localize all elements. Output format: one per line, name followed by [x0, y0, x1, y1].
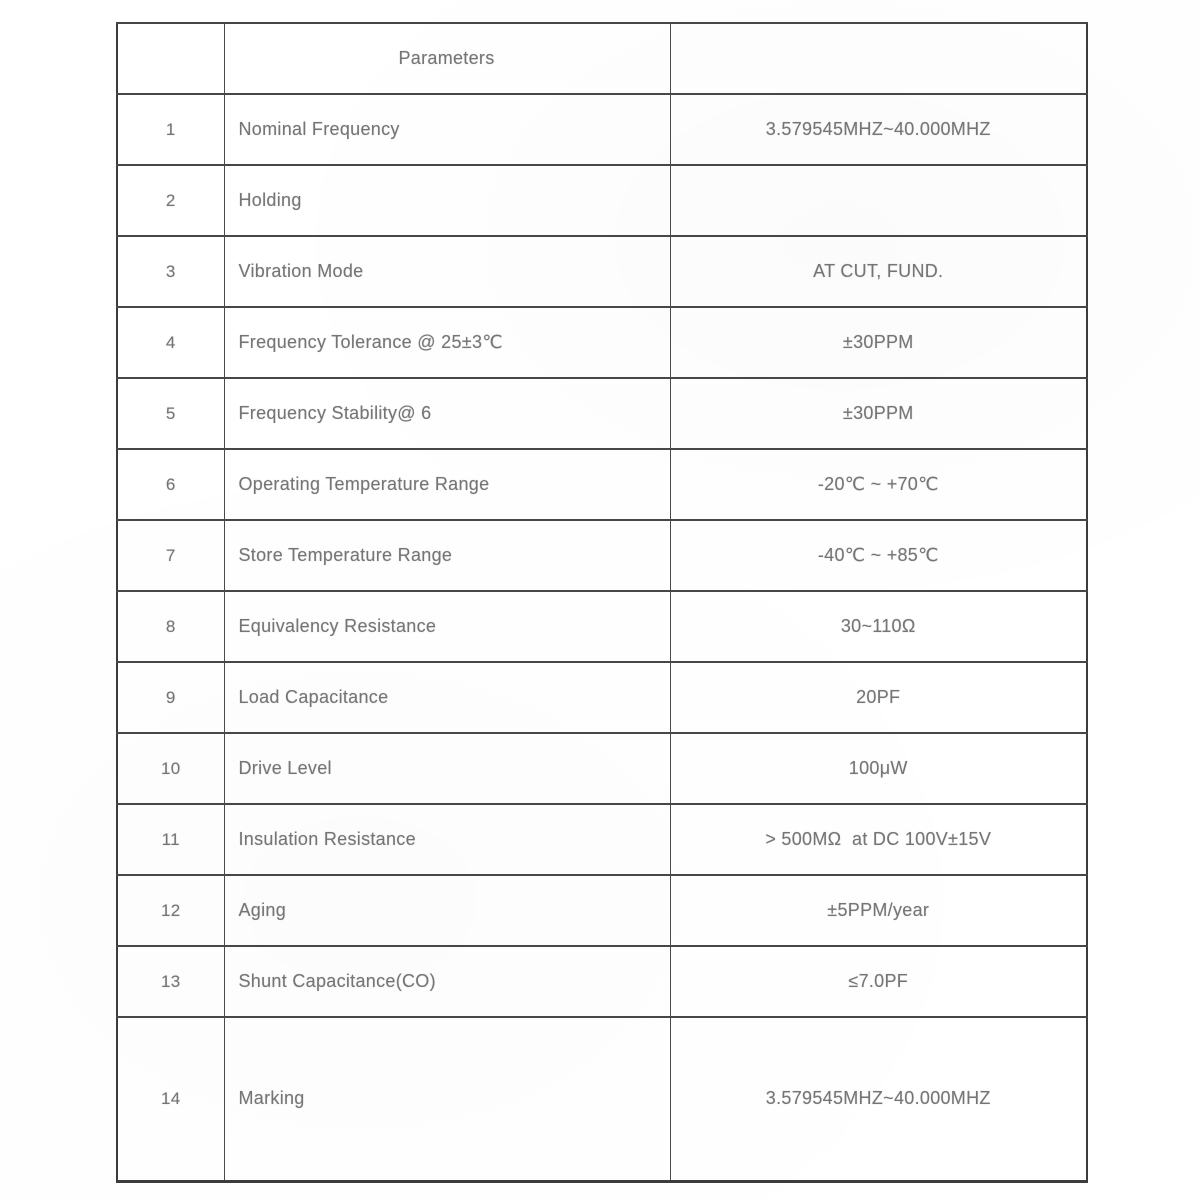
row-number-cell: 12: [117, 875, 224, 946]
parameter-value-cell: ≤7.0PF: [670, 946, 1087, 1017]
parameter-name-cell: Frequency Tolerance @ 25±3℃: [224, 307, 670, 378]
parameter-value-cell: -40℃ ~ +85℃: [670, 520, 1087, 591]
table-row: [117, 804, 1087, 875]
parameter-name-cell: Vibration Mode: [224, 236, 670, 307]
parameter-value-cell: > 500MΩ at DC 100V±15V: [670, 804, 1087, 875]
row-number-cell: 8: [117, 591, 224, 662]
row-number-cell: 6: [117, 449, 224, 520]
parameter-name-cell: Drive Level: [224, 733, 670, 804]
row-number-cell: 4: [117, 307, 224, 378]
row-number-cell: 5: [117, 378, 224, 449]
parameter-value-cell: 30~110Ω: [670, 591, 1087, 662]
parameter-value-cell: 20PF: [670, 662, 1087, 733]
parameter-value-cell: [670, 165, 1087, 236]
table-row: [117, 1017, 1087, 1181]
table-row: [117, 520, 1087, 591]
row-number-cell: 10: [117, 733, 224, 804]
parameter-value-cell: ±30PPM: [670, 307, 1087, 378]
row-number-cell: 13: [117, 946, 224, 1017]
table-row: [117, 946, 1087, 1017]
table-row: [117, 591, 1087, 662]
parameter-name-cell: Operating Temperature Range: [224, 449, 670, 520]
table-row: [117, 94, 1087, 165]
parameter-name-cell: Load Capacitance: [224, 662, 670, 733]
header-row: [117, 23, 1087, 94]
parameter-name-cell: Shunt Capacitance(CO): [224, 946, 670, 1017]
table-row: [117, 378, 1087, 449]
parameter-name-cell: Aging: [224, 875, 670, 946]
row-number-cell: 3: [117, 236, 224, 307]
parameter-name-cell: Insulation Resistance: [224, 804, 670, 875]
parameters-table: [116, 22, 1088, 1183]
table-row: [117, 307, 1087, 378]
parameter-name-cell: Marking: [224, 1017, 670, 1181]
header-cell-no: [117, 23, 224, 94]
row-number-cell: 9: [117, 662, 224, 733]
row-number-cell: 11: [117, 804, 224, 875]
table-row: [117, 733, 1087, 804]
parameter-name-cell: Equivalency Resistance: [224, 591, 670, 662]
row-number-cell: 7: [117, 520, 224, 591]
header-cell-parameters: Parameters: [224, 23, 670, 94]
row-number-cell: 2: [117, 165, 224, 236]
row-number-cell: 1: [117, 94, 224, 165]
table-row: [117, 236, 1087, 307]
parameter-name-cell: Store Temperature Range: [224, 520, 670, 591]
parameter-name-cell: Nominal Frequency: [224, 94, 670, 165]
parameter-value-cell: AT CUT, FUND.: [670, 236, 1087, 307]
table-row: [117, 165, 1087, 236]
parameter-name-cell: Frequency Stability@ 6: [224, 378, 670, 449]
parameter-value-cell: ±5PPM/year: [670, 875, 1087, 946]
table-body: [117, 94, 1087, 1181]
parameter-value-cell: 3.579545MHZ~40.000MHZ: [670, 94, 1087, 165]
row-number-cell: 14: [117, 1017, 224, 1181]
table-row: [117, 875, 1087, 946]
parameter-name-cell: Holding: [224, 165, 670, 236]
parameter-value-cell: 3.579545MHZ~40.000MHZ: [670, 1017, 1087, 1181]
parameter-value-cell: 100μW: [670, 733, 1087, 804]
table-row: [117, 449, 1087, 520]
header-cell-value: [670, 23, 1087, 94]
parameter-value-cell: ±30PPM: [670, 378, 1087, 449]
table-row: [117, 662, 1087, 733]
parameter-value-cell: -20℃ ~ +70℃: [670, 449, 1087, 520]
table-header: [117, 23, 1087, 94]
